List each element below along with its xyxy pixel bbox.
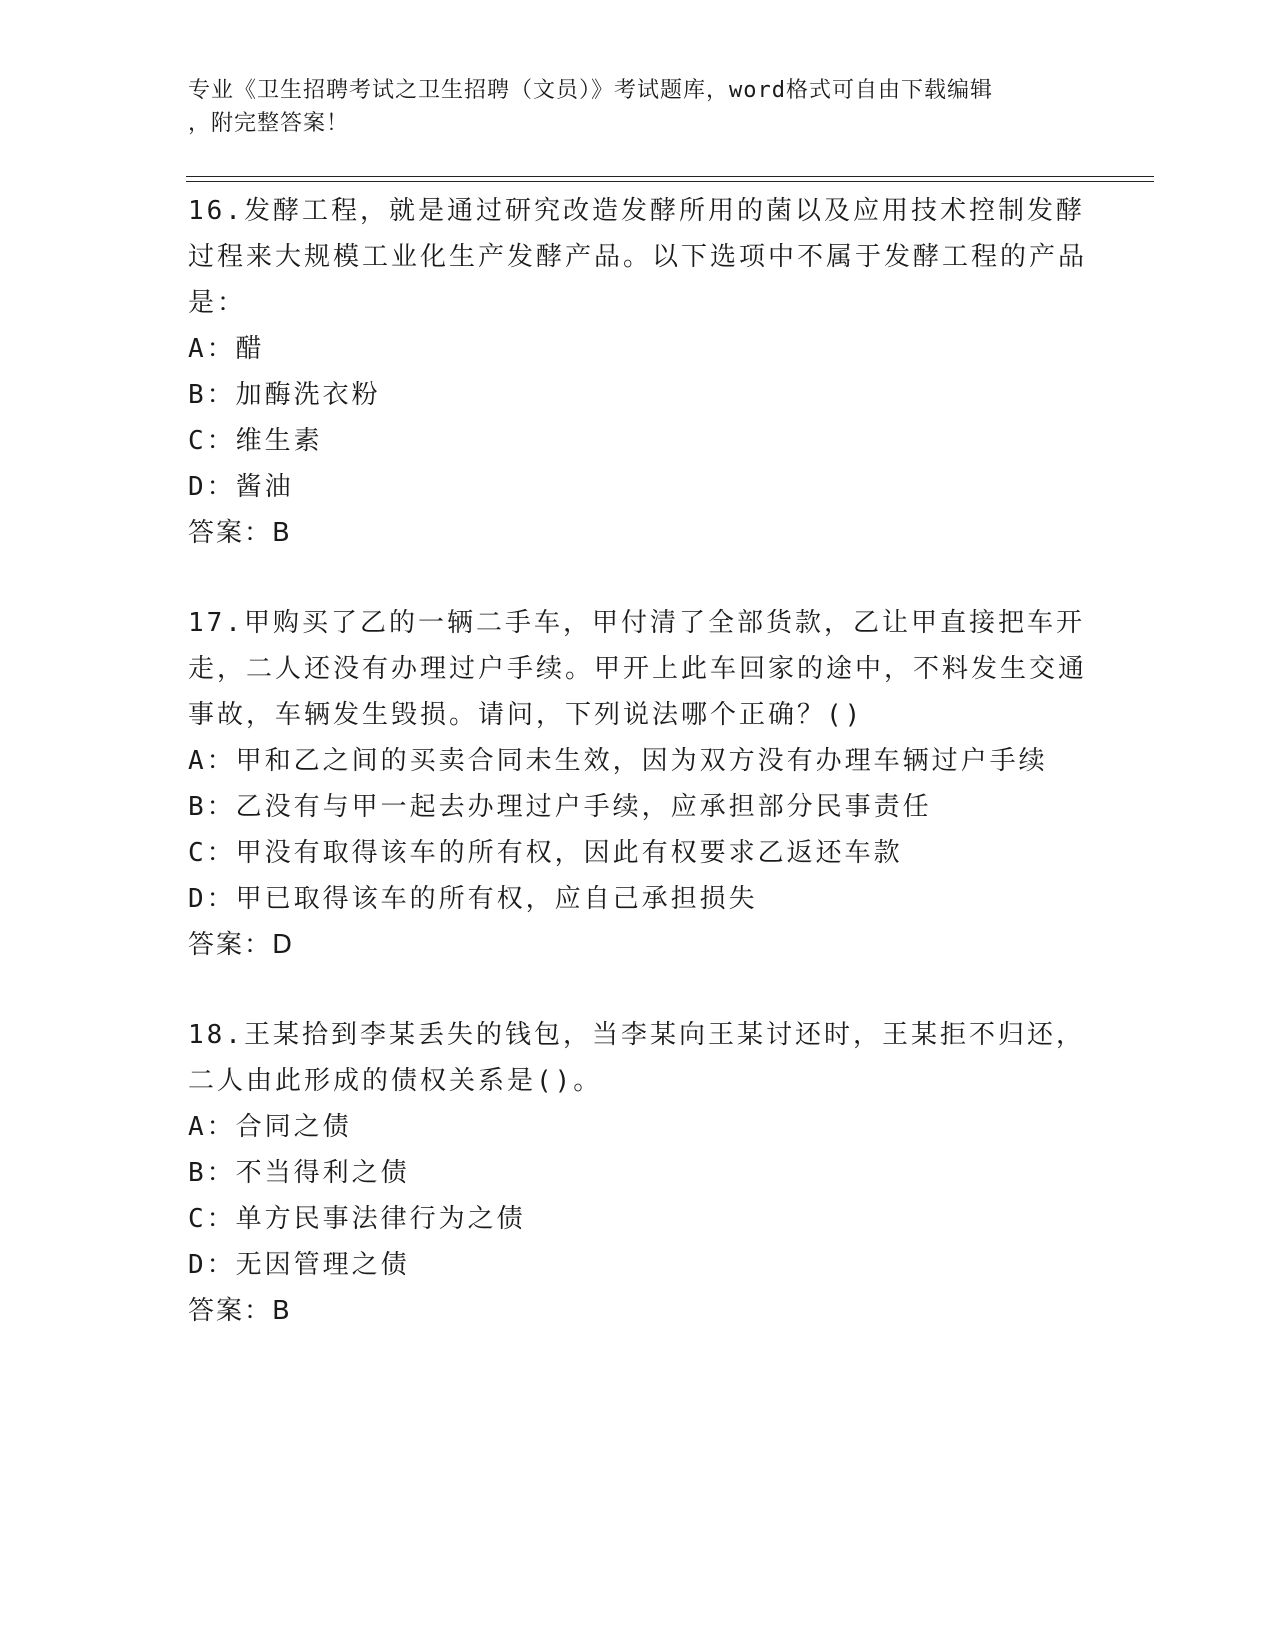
question-text: 17.甲购买了乙的一辆二手车，甲付清了全部货款，乙让甲直接把车开走，二人还没有办理过户手续。甲开上此车回家的途中，不料发生交通事故，车辆发生毁损。请问，下列说法哪个正确？() — [188, 608, 1088, 730]
option-b: B：乙没有与甲一起去办理过户手续，应承担部分民事责任 — [188, 792, 932, 822]
answer: 答案：B — [188, 1296, 292, 1326]
question-16 — [188, 188, 1088, 556]
option-d: D：酱油 — [188, 472, 294, 502]
option-b: B：不当得利之债 — [188, 1158, 410, 1188]
header-divider-bottom — [186, 181, 1154, 182]
option-c: C：单方民事法律行为之债 — [188, 1204, 526, 1234]
option-c: C：维生素 — [188, 426, 323, 456]
document-header — [188, 74, 1068, 140]
option-a: A：合同之债 — [188, 1112, 352, 1142]
option-b: B：加酶洗衣粉 — [188, 380, 381, 410]
header-divider-top — [186, 176, 1154, 177]
option-a: A：醋 — [188, 334, 265, 364]
header-line-2: ，附完整答案！ — [188, 111, 350, 136]
option-c: C：甲没有取得该车的所有权，因此有权要求乙返还车款 — [188, 838, 903, 868]
question-text: 18.王某拾到李某丢失的钱包，当李某向王某讨还时，王某拒不归还，二人由此形成的债权关系是()。 — [188, 1020, 1085, 1096]
header-line-1: 专业《卫生招聘考试之卫生招聘（文员）》考试题库，word格式可自由下载编辑 — [188, 78, 993, 103]
question-18 — [188, 1012, 1088, 1334]
answer: 答案：D — [188, 930, 295, 960]
option-a: A：甲和乙之间的买卖合同未生效，因为双方没有办理车辆过户手续 — [188, 746, 1048, 776]
question-text: 16.发酵工程，就是通过研究改造发酵所用的菌以及应用技术控制发酵过程来大规模工业化生产发酵产品。以下选项中不属于发酵工程的产品是： — [188, 196, 1088, 318]
question-17 — [188, 600, 1088, 968]
option-d: D：无因管理之债 — [188, 1250, 410, 1280]
option-d: D：甲已取得该车的所有权，应自己承担损失 — [188, 884, 758, 914]
answer: 答案：B — [188, 518, 292, 548]
